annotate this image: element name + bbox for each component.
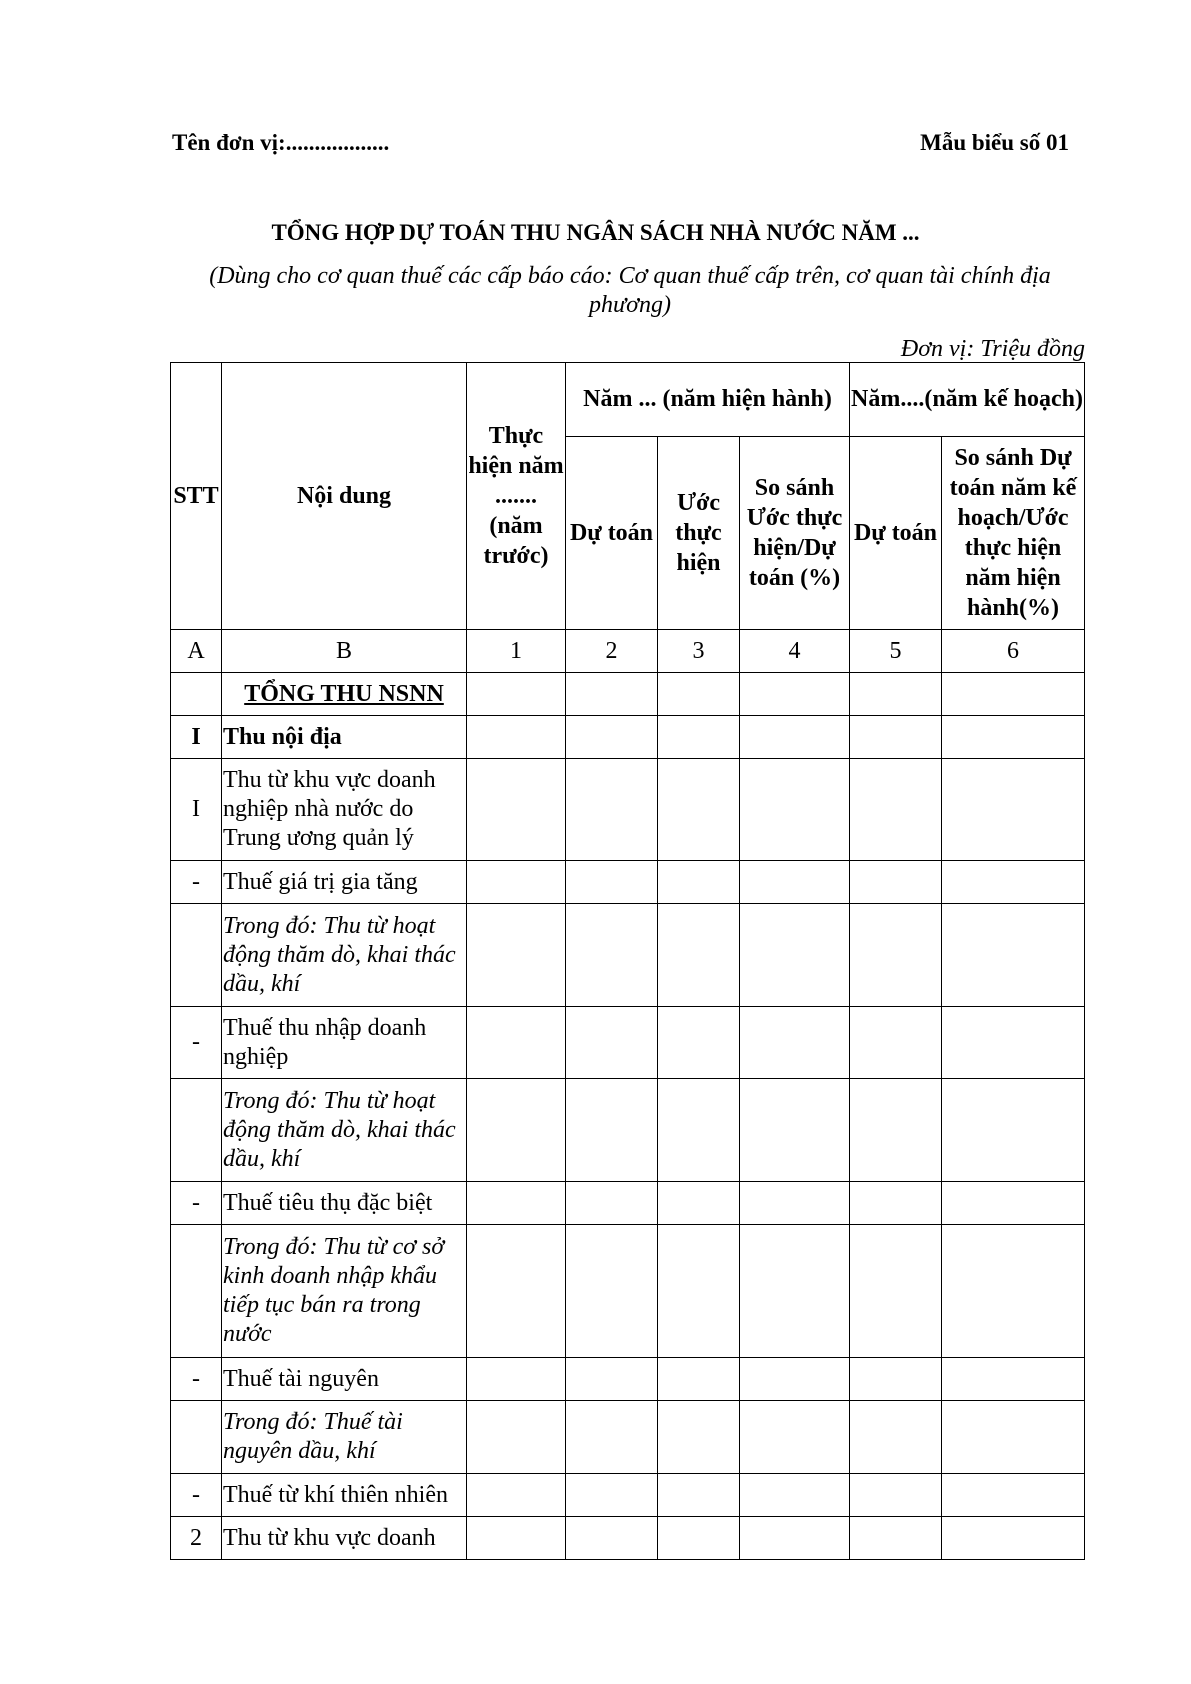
- table-row: [171, 1474, 1085, 1517]
- row-content: Trong đó: Thu từ cơ sở kinh doanh nhập khẩu tiếp tục bán ra trong nước: [222, 1225, 467, 1358]
- table-row: [171, 1007, 1085, 1079]
- row-content: Thu nội địa: [222, 716, 467, 759]
- document-title: TỔNG HỢP DỰ TOÁN THU NGÂN SÁCH NHÀ NƯỚC NĂM ...: [271, 220, 920, 245]
- row-stt: -: [171, 1007, 222, 1079]
- table-row: [171, 904, 1085, 1007]
- column-number: 6: [942, 630, 1085, 673]
- table-row: [171, 1225, 1085, 1358]
- header-stt: STT: [171, 363, 222, 630]
- column-number: 4: [740, 630, 850, 673]
- table-row: [171, 1401, 1085, 1474]
- row-content: Thuế tiêu thụ đặc biệt: [222, 1182, 467, 1225]
- row-stt: -: [171, 1358, 222, 1401]
- header-actual-prev: Thực hiện năm ....... (năm trước): [467, 363, 566, 630]
- row-stt: I: [171, 759, 222, 861]
- document-subtitle: (Dùng cho cơ quan thuế các cấp báo cáo: Cơ quan thuế cấp trên, cơ quan tài chính địa phương): [209, 263, 1051, 318]
- table-row: [171, 1079, 1085, 1182]
- row-content: Thuế thu nhập doanh nghiệp: [222, 1007, 467, 1079]
- column-number: 3: [658, 630, 740, 673]
- row-content: Thu từ khu vực doanh nghiệp nhà nước do Trung ương quản lý: [222, 759, 467, 861]
- unit-name-label: Tên đơn vị:..................: [172, 130, 390, 155]
- header-plan-year: Năm....(năm kế hoạch): [850, 363, 1085, 437]
- column-number: 5: [850, 630, 942, 673]
- table-row: [171, 673, 1085, 716]
- column-number: 2: [566, 630, 658, 673]
- table-row: [171, 861, 1085, 904]
- header-estimate-current: Dự toán: [566, 437, 658, 630]
- form-number-label: Mẫu biểu số 01: [920, 130, 1069, 155]
- column-number: B: [222, 630, 467, 673]
- row-stt: [171, 904, 222, 1007]
- table-row: [171, 759, 1085, 861]
- row-stt: 2: [171, 1517, 222, 1560]
- row-content: Thuế giá trị gia tăng: [222, 861, 467, 904]
- row-stt: -: [171, 861, 222, 904]
- table-row: [171, 1358, 1085, 1401]
- row-stt: -: [171, 1182, 222, 1225]
- row-content: Trong đó: Thuế tài nguyên dầu, khí: [222, 1401, 467, 1474]
- header-content: Nội dung: [222, 363, 467, 630]
- row-stt: [171, 1225, 222, 1358]
- budget-table: [170, 362, 1085, 1560]
- table-row: [171, 1182, 1085, 1225]
- column-number: 1: [467, 630, 566, 673]
- header-forecast-current: Ước thực hiện: [658, 437, 740, 630]
- row-content: Thuế từ khí thiên nhiên: [222, 1474, 467, 1517]
- table-row: [171, 716, 1085, 759]
- column-number: A: [171, 630, 222, 673]
- row-content: Thuế tài nguyên: [222, 1358, 467, 1401]
- row-content: Trong đó: Thu từ hoạt động thăm dò, khai thác dầu, khí: [222, 1079, 467, 1182]
- currency-unit-label: Đơn vị: Triệu đồng: [900, 336, 1085, 362]
- table-row: [171, 1517, 1085, 1560]
- header-compare-current: So sánh Ước thực hiện/Dự toán (%): [740, 437, 850, 630]
- row-stt: -: [171, 1474, 222, 1517]
- row-stt: [171, 1079, 222, 1182]
- row-content: Trong đó: Thu từ hoạt động thăm dò, khai thác dầu, khí: [222, 904, 467, 1007]
- header-compare-plan: So sánh Dự toán năm kế hoạch/Ước thực hiện năm hiện hành(%): [942, 437, 1085, 630]
- column-number-row: [171, 630, 1085, 673]
- row-stt: [171, 673, 222, 716]
- row-content: TỔNG THU NSNN: [222, 673, 467, 716]
- header-row-1: [171, 363, 1085, 437]
- row-content: Thu từ khu vực doanh: [222, 1517, 467, 1560]
- header-current-year: Năm ... (năm hiện hành): [566, 363, 850, 437]
- header-estimate-plan: Dự toán: [850, 437, 942, 630]
- row-stt: I: [171, 716, 222, 759]
- row-stt: [171, 1401, 222, 1474]
